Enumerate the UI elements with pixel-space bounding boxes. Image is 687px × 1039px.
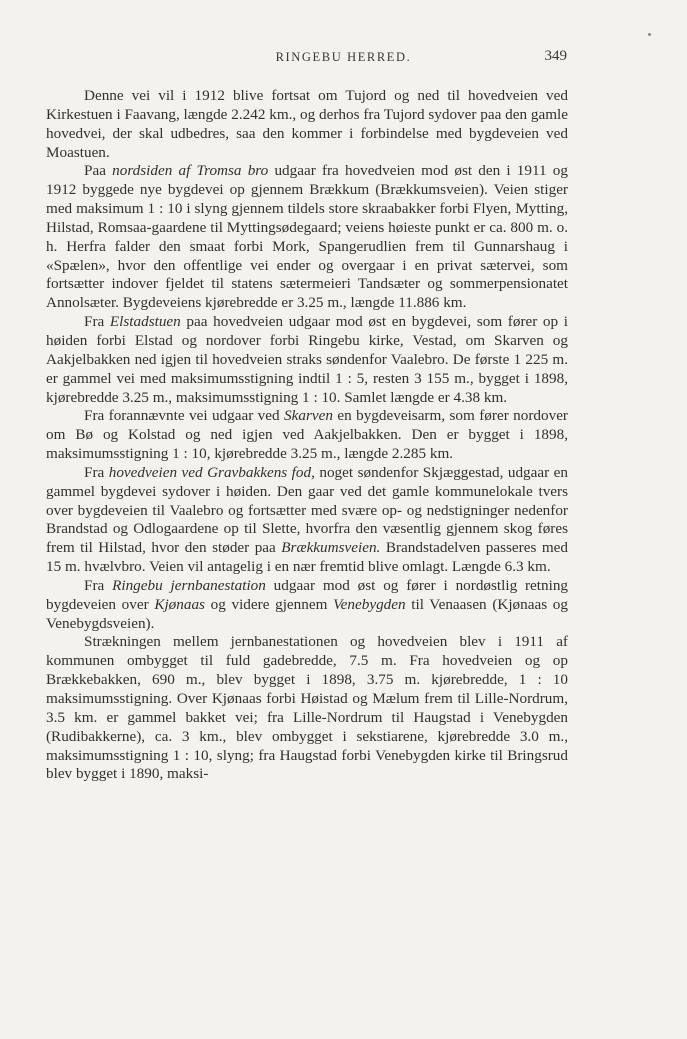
running-head: [0, 48, 687, 68]
text-run: udgaar mod øst og fører i nordøstlig retning bygdeveien over: [46, 576, 569, 613]
paragraph: [46, 407, 568, 464]
italic-run: nordsiden af Tromsa bro: [112, 162, 269, 180]
italic-run: Skarven: [284, 407, 333, 425]
text-run: paa hovedveien udgaar mod øst en bygdevei, som fører op i høiden forbi Elstad og nordover forbi Ringebu kirke, Vestad, om Skarven og Aakjelbakken ned igjen til hovedveien straks søndenfor Vaalebro. De første 1 225 m. er gammel vei med maksimumsstigning indtil 1 : 5, resten 3 155 m., bygget i 1898, kjørebredde 3.25 m., maksimumsstigning 1 : 10. Samlet længde er 4.38 km.: [46, 313, 568, 406]
text-run: Fra: [84, 313, 110, 331]
running-title: RINGEBU HERRED.: [275, 50, 412, 64]
paragraph: [46, 577, 568, 634]
text-run: Brandstadelven passeres med 15 m. hvælvbro. Veien vil antagelig i en nær fremtid blive omlagt. Længde 6.3 km.: [46, 539, 568, 576]
paragraph: [46, 162, 568, 313]
italic-run: Kjønaas: [154, 595, 205, 613]
italic-run: Brækkumsveien.: [281, 539, 381, 557]
text-run: Fra: [84, 576, 113, 594]
text-run: til Venaasen (Kjønaas og Venebygdsveien).: [46, 595, 568, 632]
paragraph: [46, 87, 568, 162]
paragraph: [46, 633, 568, 784]
italic-run: Venebygden: [333, 595, 406, 613]
paper-speck: [648, 33, 651, 36]
text-run: noget søndenfor Skjæggestad, udgaar en gammel bygdevei sydover i høiden. Den gaar ved det gamle kommunelokale tvers over bygdeveien til Vaalebro og fortsætter med svære op- og nedstigninger nedenfor Brandstad og Odlogaardene op til Slette, hvorfra den væsentlig gjennem skog føres frem til Hilstad, hvor den støder paa: [46, 463, 568, 557]
text-run: Strækningen mellem jernbanestationen og hovedveien blev i 1911 af kommunen ombygget til fuld gadebredde, 7.5 m. Fra hovedveien og op Brækkebakken, 690 m., blev bygget i 1898, 3.75 m. kjørebredde, 1 : 10 maksimumsstigning. Over Kjønaas forbi Høistad og Mælum frem til Lille-Nordrum, 3.5 km. er gammel bakket vei; fra Lille-Nordrum til Haugstad i Venebygden (Rudibakkerne), ca. 3 km., blev ombygget i sekstiarene, kjørebredde 3.0 m., maksimumsstigning 1 : 10, slyng; fra Haugstad forbi Venebygden kirke til Bringsrud blev bygget i 1890, maksi-: [46, 633, 568, 783]
body-text: [46, 87, 568, 784]
paragraph: [46, 464, 568, 577]
text-run: Fra forannævnte vei udgaar ved: [84, 407, 285, 425]
text-run: Denne vei vil i 1912 blive fortsat om Tujord og ned til hovedveien ved Kirkestuen i Faavang, længde 2.242 km., og derhos fra Tujord sydover paa den gamle hovedvei, der skal udbedres, saa den kommer i forbindelse med bygdeveien ved Moastuen.: [46, 87, 568, 161]
paragraph: [46, 313, 568, 407]
page-number: 349: [544, 48, 567, 64]
italic-run: hovedveien ved Gravbakkens fod,: [108, 463, 315, 481]
text-run: Paa: [84, 162, 113, 180]
text-run: udgaar fra hovedveien mod øst den i 1911 og 1912 byggede nye bygdevei op gjennem Brækkum (Brækkumsveien). Veien stiger med maksimum 1 : 10 i slyng gjennem tildels store skraabakker forbi Flyen, Mytting, Hilstad, Romsaa-gaardene til Myttingsødegaard; veiens høieste punkt er ca. 800 m. o. h. Herfra falder den smaat forbi Mork, Spangerudlien frem til Gunnarshaug i «Spælen», hvor den offentlige vei ender og overgaar i en privat sætervei, som fortsætter indover fjeldet til statens sætermeieri Tandsæter og sommerpensionatet Annolsæter. Bygdeveiens kjørebredde er 3.25 m., længde 11.886 km.: [46, 162, 568, 312]
text-run: og videre gjennem: [204, 595, 334, 613]
text-run: Fra: [84, 463, 109, 481]
italic-run: Ringebu jernbanestation: [112, 576, 266, 594]
italic-run: Elstadstuen: [109, 313, 181, 331]
text-run: en bygdeveisarm, som fører nordover om Bø og Kolstad og ned igjen ved Aakjelbakken. Den er bygget i 1898, maksimumsstigning 1 : 10, kjørebredde 3.25 m., længde 2.285 km.: [46, 407, 568, 463]
